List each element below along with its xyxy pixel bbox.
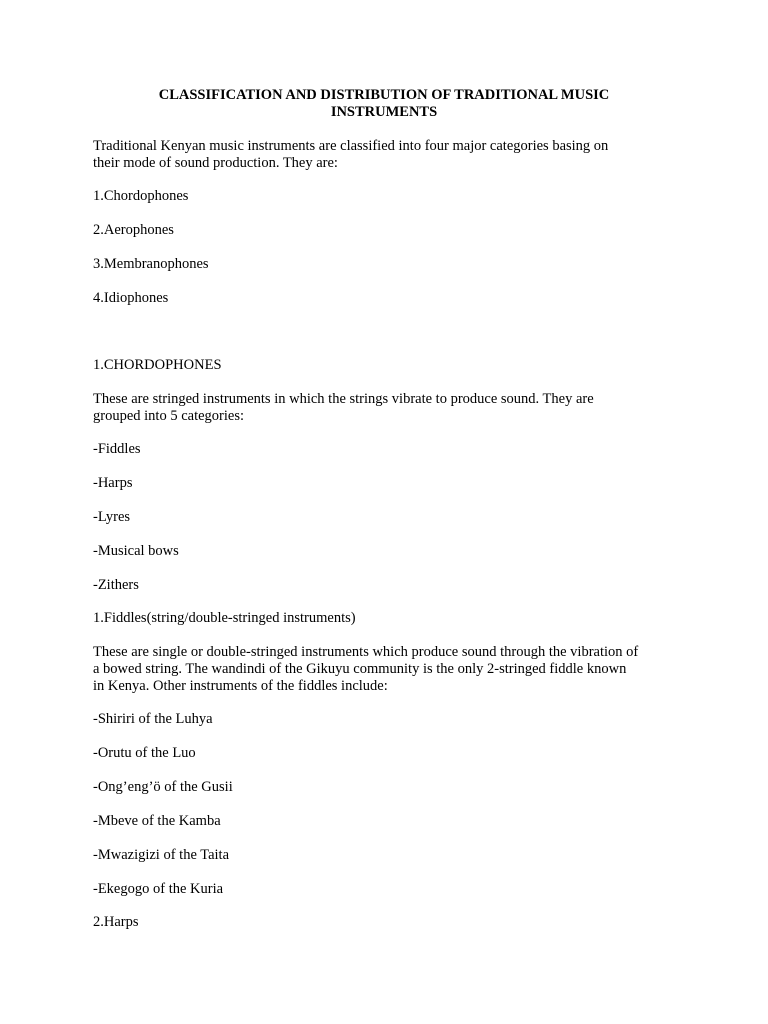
fiddle-example-item: -Ekegogo of the Kuria	[93, 881, 224, 897]
fiddles-description	[93, 644, 693, 695]
chordophone-group-item: -Zithers	[93, 577, 139, 593]
category-item: 3.Membranophones	[93, 256, 209, 272]
chordophone-group-item: -Fiddles	[93, 441, 141, 457]
fiddle-example-item: -Ong’eng’ö of the Gusii	[93, 779, 233, 795]
category-item: 1.Chordophones	[93, 188, 189, 204]
fiddles-description-line: These are single or double-stringed instruments which produce sound through the vibration of	[93, 644, 639, 660]
fiddle-example-item: -Mbeve of the Kamba	[93, 813, 221, 829]
fiddle-example-item: -Shiriri of the Luhya	[93, 711, 213, 727]
title-line: INSTRUMENTS	[330, 104, 438, 120]
harps-heading: 2.Harps	[93, 914, 139, 930]
category-item: 4.Idiophones	[93, 290, 169, 306]
chordophones-intro	[93, 391, 693, 425]
document-title	[92, 87, 676, 121]
fiddle-example-item: -Orutu of the Luo	[93, 745, 196, 761]
fiddles-heading: 1.Fiddles(string/double-stringed instruments)	[93, 610, 356, 626]
section-heading: 1.CHORDOPHONES	[93, 357, 222, 373]
chordophone-group-item: -Harps	[93, 475, 133, 491]
fiddles-description-line: in Kenya. Other instruments of the fiddles include:	[93, 678, 388, 694]
chordophones-intro-line: grouped into 5 categories:	[93, 408, 244, 424]
intro-line: Traditional Kenyan music instruments are classified into four major categories basing on	[93, 138, 609, 154]
chordophones-intro-line: These are stringed instruments in which the strings vibrate to produce sound. They are	[93, 391, 594, 407]
chordophone-group-item: -Musical bows	[93, 543, 179, 559]
fiddle-example-item: -Mwazigizi of the Taita	[93, 847, 230, 863]
title-line: CLASSIFICATION AND DISTRIBUTION OF TRADITIONAL MUSIC	[158, 87, 610, 103]
intro-line: their mode of sound production. They are:	[93, 155, 338, 171]
fiddles-description-line: a bowed string. The wandindi of the Gikuyu community is the only 2-stringed fiddle known	[93, 661, 627, 677]
intro-paragraph	[93, 138, 693, 172]
chordophone-group-item: -Lyres	[93, 509, 131, 525]
category-item: 2.Aerophones	[93, 222, 174, 238]
